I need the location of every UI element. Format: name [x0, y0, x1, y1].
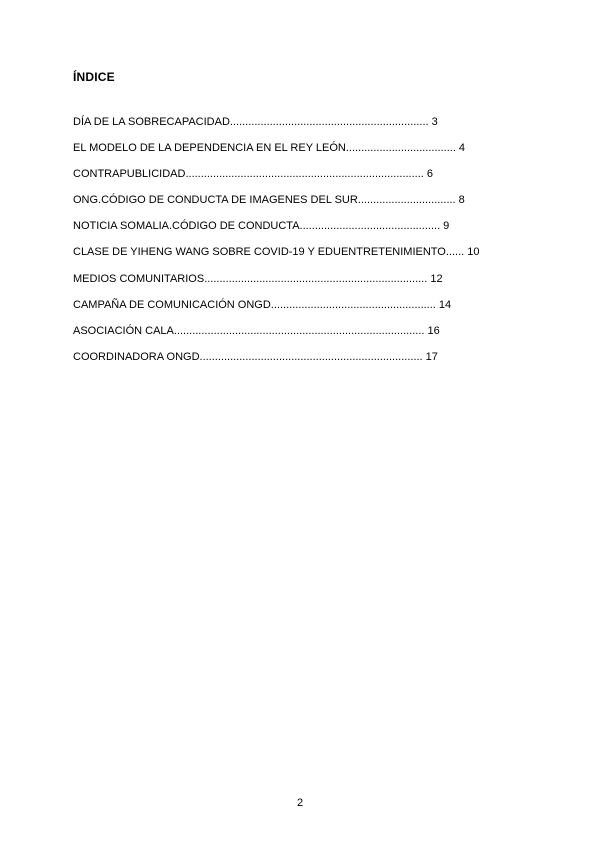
toc-entry-dia-sobrecapacidad: DÍA DE LA SOBRECAPACIDAD................................................................. 3 [73, 116, 438, 128]
toc-entry-clase-yiheng-wang: CLASE DE YIHENG WANG SOBRE COVID-19 Y EDUENTRETENIMIENTO...... 10 [73, 246, 480, 259]
page-number: 2 [296, 797, 304, 809]
toc-heading: ÍNDICE [73, 70, 115, 84]
toc-entry-contrapublicidad: CONTRAPUBLICIDAD.............................................................................. 6 [73, 168, 434, 181]
toc-entry-asociacion-cala: ASOCIACIÓN CALA.................................................................................. 16 [73, 324, 440, 337]
toc-list [73, 114, 523, 375]
toc-entry-codigo-conducta-imagenes: ONG.CÓDIGO DE CONDUCTA DE IMAGENES DEL SUR................................ 8 [73, 194, 465, 207]
toc-entry-noticia-somalia: NOTICIA SOMALIA.CÓDIGO DE CONDUCTA.............................................. 9 [73, 220, 450, 233]
toc-entry-rey-leon: EL MODELO DE LA DEPENDENCIA EN EL REY LEÓN.................................... 4 [73, 142, 466, 155]
toc-entry-medios-comunitarios: MEDIOS COMUNITARIOS......................................................................... 12 [73, 272, 443, 285]
toc-entry-coordinadora-ongd: COORDINADORA ONGD......................................................................... 17 [73, 350, 438, 363]
toc-entry-campana-ongd: CAMPAÑA DE COMUNICACIÓN ONGD...................................................... 14 [73, 298, 452, 311]
